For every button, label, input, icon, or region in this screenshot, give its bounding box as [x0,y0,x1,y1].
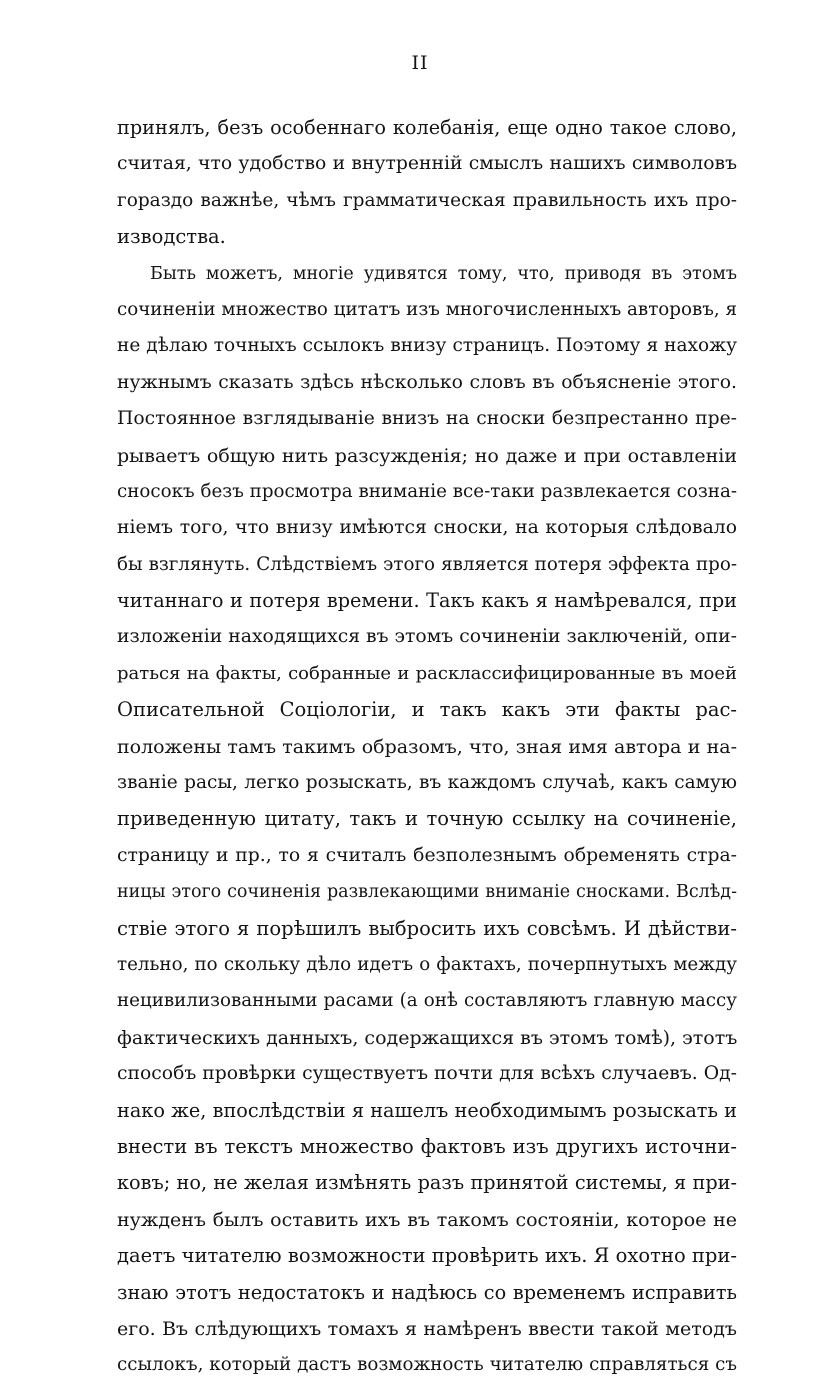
text-line: гораздо важнѣе, чѣмъ грамматическая правильность ихъ про- [117,189,737,211]
text-line: нако же, впослѣдствіи я нашелъ необходимымъ розыскать и [117,1098,737,1122]
text-line: изводства. [117,225,226,249]
text-line: Описательной Соціологіи, и такъ какъ эти факты рас- [117,698,737,722]
text-line: фактическихъ данныхъ, содержащихся въ этомъ томѣ), этотъ [117,1026,738,1049]
text-line: сносокъ безъ просмотра вниманіе все-таки развлекается созна- [117,480,737,502]
text-line: ссылокъ, который дастъ возможность читателю справляться съ [117,1354,737,1376]
text-line: тельно, по скольку дѣло идетъ о фактахъ, почерпнутыхъ между [117,953,737,975]
text-line: считая, что удобство и внутренній смыслъ нашихъ символовъ [117,153,737,175]
text-line: сочиненіи множество цитатъ изъ многочисленныхъ авторовъ, я [117,298,737,320]
text-line: внести въ текстъ множество фактовъ изъ другихъ источни- [117,1134,737,1158]
text-line: ницы этого сочиненія развлекающими вниманіе сносками. Вслѣд- [117,882,737,903]
text-line: способъ провѣрки существуетъ почти для всѣхъ случаевъ. Од- [117,1063,737,1085]
text-line: Постоянное взглядываніе внизъ на сноски безпрестанно пре- [117,408,737,430]
text-line: изложеніи находящихся въ этомъ сочиненіи заключеній, опи- [117,626,737,648]
text-line: принялъ, безъ особеннаго колебанія, еще одно такое слово, [117,116,737,139]
page-number: II [411,52,429,74]
paragraph-2 [117,256,737,1384]
text-line: нужденъ былъ оставить ихъ въ такомъ состояніи, которое не [117,1208,737,1231]
text-line: ковъ; но, не желая измѣнять разъ принятой системы, я при- [117,1171,737,1195]
text-line: званіе расы, легко розыскать, въ каждомъ случаѣ, какъ самую [117,772,737,794]
text-line: положены тамъ такимъ образомъ, что, зная имя автора и на- [117,735,737,758]
text-line: не дѣлаю точныхъ ссылокъ внизу страницъ. Поэтому я нахожу [117,335,737,357]
text-line: нужнымъ сказать здѣсь нѣсколько словъ въ объясненіе этого. [117,371,737,393]
text-line: даетъ читателю возможности провѣрить ихъ. Я охотно при- [117,1244,737,1268]
text-line: нецивилизованными расами (а онѣ составляютъ главную массу [117,990,737,1012]
text-line: рываетъ общую нить разсужденія; но даже и при оставленіи [117,444,737,467]
text-line: читаннаго и потеря времени. Такъ какъ я намѣревался, при [117,589,737,613]
text-line: знаю этотъ недостатокъ и надѣюсь со временемъ исправить [117,1280,737,1304]
text-line: его. Въ слѣдующихъ томахъ я намѣренъ ввести такой методъ [117,1317,737,1340]
text-line: ніемъ того, что внизу имѣются сноски, на которыя слѣдовало [117,517,737,539]
paragraph-1 [117,110,737,256]
text-line: раться на факты, собранные и расклассифицированные въ моей [117,662,737,684]
text-line: приведенную цитату, такъ и точную ссылку на сочиненіе, [117,807,737,831]
text-line: страницу и пр., то я считалъ безполезнымъ обременять стра- [117,844,737,866]
body-text [117,110,737,1384]
text-line: Быть можетъ, многіе удивятся тому, что, приводя въ этомъ [150,263,737,284]
text-line: бы взглянуть. Слѣдствіемъ этого является потеря эффекта про- [117,553,737,575]
text-line: ствіе этого я порѣшилъ выбросить ихъ совсѣмъ. И дѣйстви- [117,916,737,940]
